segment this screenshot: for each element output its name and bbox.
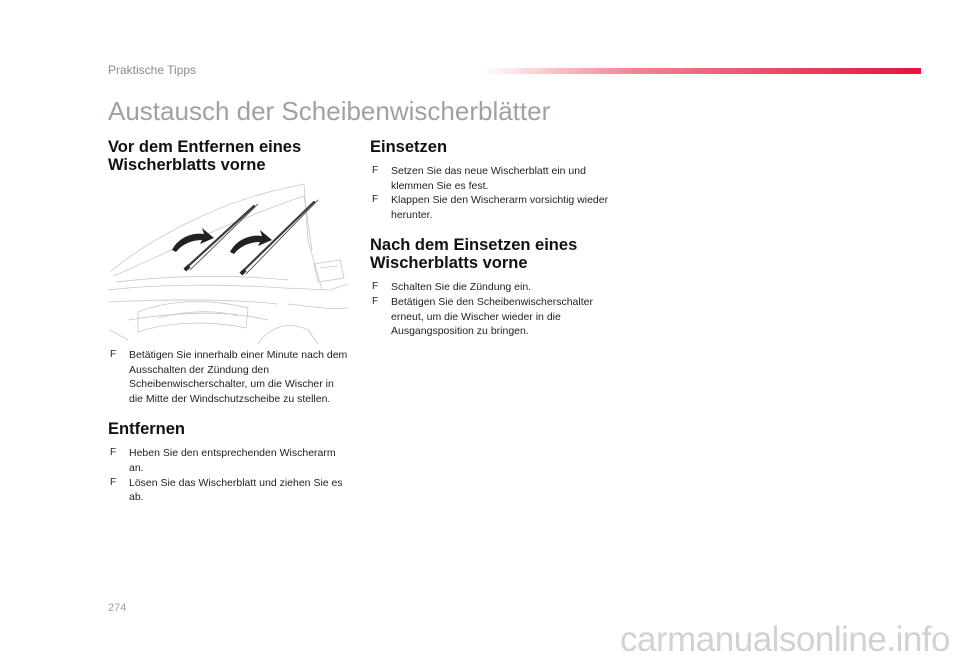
bullet-icon: F	[372, 194, 379, 206]
after-steps-list	[370, 280, 620, 338]
list-item	[370, 280, 620, 295]
section-label: Praktische Tipps	[108, 63, 197, 77]
page-title: Austausch der Scheibenwischerblätter	[108, 96, 551, 126]
left-column	[108, 138, 353, 174]
bullet-icon: F	[372, 281, 379, 293]
step-text: Betätigen Sie den Scheibenwischerschalter erneut, um die Wischer wieder in die Ausgangsposition zu bringen.	[391, 295, 593, 338]
page-number: 274	[108, 602, 127, 614]
right-column	[370, 138, 620, 339]
step-text: Klappen Sie den Wischerarm vorsichtig wieder herunter.	[391, 194, 609, 221]
header-accent-bar	[480, 68, 921, 74]
step-text: Schalten Sie die Zündung ein.	[391, 281, 532, 294]
step-text: Lösen Sie das Wischerblatt und ziehen Sie es ab.	[129, 476, 343, 504]
list-item	[370, 164, 610, 193]
list-item	[108, 446, 353, 475]
heading-before-removal: Vor dem Entfernen eines Wischerblatts vorne	[108, 138, 302, 174]
left-lower	[108, 348, 353, 505]
before-steps-list	[108, 348, 353, 406]
heading-remove: Entfernen	[108, 420, 186, 439]
bullet-icon: F	[372, 295, 379, 307]
list-item	[370, 193, 610, 222]
bullet-icon: F	[110, 476, 117, 488]
windshield-wipers-raised-illustration	[108, 180, 348, 344]
list-item	[370, 295, 620, 339]
watermark: carmanualsonline.info	[620, 620, 950, 659]
step-text: Setzen Sie das neue Wischerblatt ein und klemmen Sie es fest.	[391, 165, 586, 192]
step-text: Betätigen Sie innerhalb einer Minute nach dem Ausschalten der Zündung den Scheibenwischerschalter, um die Wischer in die Mitte der Windschutzscheibe zu stellen.	[129, 349, 348, 405]
heading-after-install: Nach dem Einsetzen eines Wischerblatts vorne	[370, 236, 578, 273]
list-item	[108, 348, 348, 406]
bullet-icon: F	[110, 349, 117, 360]
install-steps-list	[370, 164, 620, 222]
list-item	[108, 476, 353, 505]
heading-install: Einsetzen	[370, 138, 448, 156]
remove-steps-list	[108, 446, 353, 504]
bullet-icon: F	[110, 447, 117, 459]
bullet-icon: F	[372, 165, 379, 176]
step-text: Heben Sie den entsprechenden Wischerarm an.	[129, 447, 336, 474]
